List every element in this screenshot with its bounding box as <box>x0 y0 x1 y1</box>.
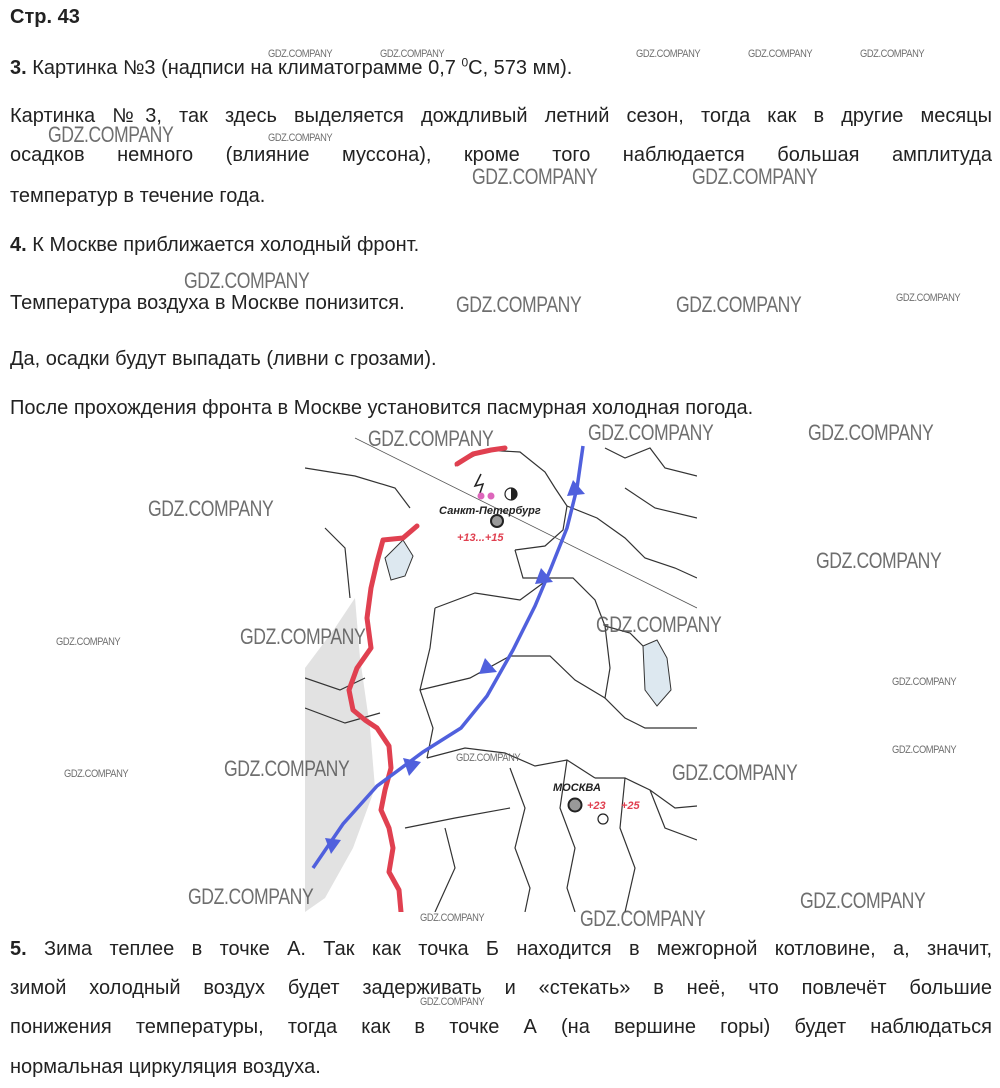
watermark: GDZ.COMPANY <box>816 548 942 573</box>
task4-title-text: К Москве приближается холодный фронт. <box>32 234 420 256</box>
task3-number: 3. <box>10 57 27 79</box>
task4-title <box>10 235 419 255</box>
watermark: GDZ.COMPANY <box>672 760 798 785</box>
spb-temperature: +13...+15 <box>457 532 504 544</box>
watermark: GDZ.COMPANY <box>456 292 582 317</box>
task3-explanation-line-3: температур в течение года. <box>10 185 266 207</box>
moscow-label: МОСКВА <box>553 782 601 794</box>
watermark: GDZ.COMPANY <box>380 48 445 60</box>
watermark: GDZ.COMPANY <box>420 996 485 1008</box>
moscow-temperature-b: +25 <box>621 800 640 812</box>
moscow-temperature-a: +23 <box>587 800 606 812</box>
watermark: GDZ.COMPANY <box>64 768 129 780</box>
watermark: GDZ.COMPANY <box>56 636 121 648</box>
watermark: GDZ.COMPANY <box>268 132 333 144</box>
watermark: GDZ.COMPANY <box>588 420 714 445</box>
task3-degree: 0 <box>461 55 469 70</box>
watermark: GDZ.COMPANY <box>800 888 926 913</box>
task5-line-1 <box>10 930 992 969</box>
watermark: GDZ.COMPANY <box>692 164 818 189</box>
watermark: GDZ.COMPANY <box>892 676 957 688</box>
task3-explanation-line-2: осадков немного (влияние муссона), кроме того наблюдается большая амплитуда <box>10 144 992 166</box>
watermark: GDZ.COMPANY <box>580 906 706 931</box>
watermark: GDZ.COMPANY <box>896 292 961 304</box>
watermark: GDZ.COMPANY <box>368 426 494 451</box>
task3-explanation-line-1: Картинка №3, так здесь выделяется дождливый летний сезон, тогда как в другие месяцы <box>10 105 992 127</box>
watermark: GDZ.COMPANY <box>224 756 350 781</box>
watermark: GDZ.COMPANY <box>472 164 598 189</box>
task3-answer <box>10 55 573 79</box>
task4-line-3: После прохождения фронта в Москве установится пасмурная холодная погода. <box>10 397 754 419</box>
rain-icon <box>478 493 485 500</box>
task4-number: 4. <box>10 234 27 256</box>
task5-number: 5. <box>10 938 27 960</box>
watermark: GDZ.COMPANY <box>596 612 722 637</box>
watermark: GDZ.COMPANY <box>188 884 314 909</box>
task4-line-2: Да, осадки будут выпадать (ливни с грозами). <box>10 348 437 370</box>
watermark: GDZ.COMPANY <box>148 496 274 521</box>
watermark: GDZ.COMPANY <box>748 48 813 60</box>
spb-label: Санкт-Петербург <box>439 505 541 517</box>
task4-line-1: Температура воздуха в Москве понизится. <box>10 292 405 314</box>
watermark: GDZ.COMPANY <box>420 912 485 924</box>
task5-line-1-text: Зима теплее в точке А. Так как точка Б находится в межгорной котловине, а, значит, <box>44 938 992 960</box>
task3-answer-text-end: С, 573 мм). <box>468 57 573 79</box>
watermark: GDZ.COMPANY <box>184 268 310 293</box>
task5-line-3: понижения температуры, тогда как в точке А (на вершине горы) будет наблюдаться <box>10 1016 992 1038</box>
task3-answer-text: Картинка №3 (надписи на климатограмме 0,7 <box>32 57 462 79</box>
watermark: GDZ.COMPANY <box>268 48 333 60</box>
weather-map <box>305 428 697 912</box>
watermark: GDZ.COMPANY <box>240 624 366 649</box>
page-title: Стр. 43 <box>10 6 80 28</box>
watermark: GDZ.COMPANY <box>456 752 521 764</box>
watermark: GDZ.COMPANY <box>676 292 802 317</box>
moscow-marker <box>569 799 582 812</box>
watermark: GDZ.COMPANY <box>808 420 934 445</box>
watermark: GDZ.COMPANY <box>636 48 701 60</box>
watermark: GDZ.COMPANY <box>48 122 174 147</box>
task5-line-4: нормальная циркуляция воздуха. <box>10 1056 321 1078</box>
watermark: GDZ.COMPANY <box>892 744 957 756</box>
watermark: GDZ.COMPANY <box>860 48 925 60</box>
cloudiness-icon <box>598 814 608 824</box>
task5-line-2: зимой холодный воздух будет задерживать и «стекать» в неё, что повлечёт большие <box>10 977 992 999</box>
rain-icon <box>488 493 495 500</box>
